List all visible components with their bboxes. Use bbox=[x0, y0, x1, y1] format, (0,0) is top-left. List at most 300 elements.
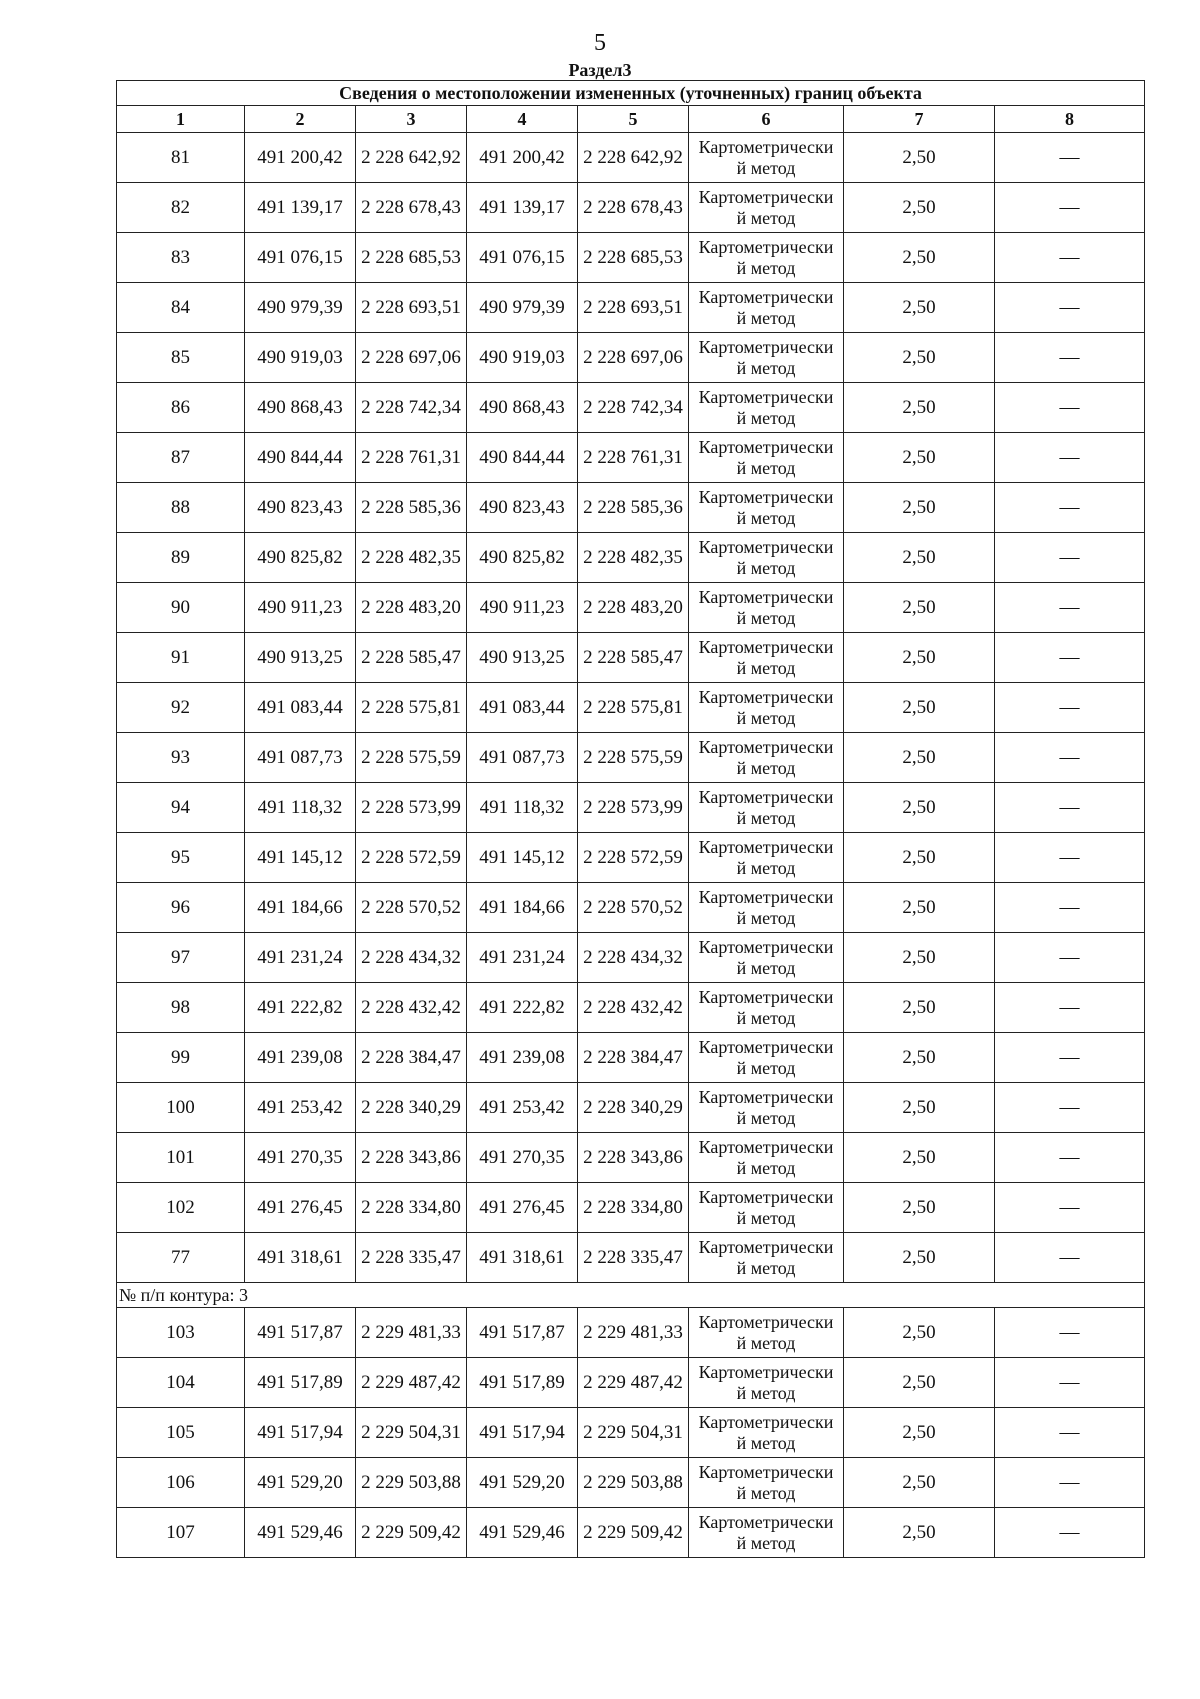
method-text-line2: й метод bbox=[736, 907, 796, 928]
method-text-line2: й метод bbox=[736, 457, 796, 478]
method-text-line1: Картометрически bbox=[698, 1411, 834, 1432]
description-cell: — bbox=[995, 1308, 1145, 1358]
x-new-cell: 491 076,15 bbox=[467, 233, 578, 283]
y-old-cell: 2 228 697,06 bbox=[356, 333, 467, 383]
table-row bbox=[117, 883, 1145, 933]
method-text-line1: Картометрически bbox=[698, 236, 834, 257]
page-number: 5 bbox=[594, 30, 606, 56]
precision-cell: 2,50 bbox=[844, 183, 995, 233]
y-old-cell: 2 228 678,43 bbox=[356, 183, 467, 233]
y-new-cell: 2 228 335,47 bbox=[578, 1233, 689, 1283]
method-text-line1: Картометрически bbox=[698, 636, 834, 657]
table-row bbox=[117, 1133, 1145, 1183]
method-cell bbox=[689, 1033, 844, 1083]
method-cell bbox=[689, 433, 844, 483]
x-new-cell: 491 517,87 bbox=[467, 1308, 578, 1358]
y-old-cell: 2 228 575,59 bbox=[356, 733, 467, 783]
method-text-line1: Картометрически bbox=[698, 1036, 834, 1057]
y-old-cell: 2 228 742,34 bbox=[356, 383, 467, 433]
method-cell bbox=[689, 1133, 844, 1183]
description-cell: — bbox=[995, 1358, 1145, 1408]
x-new-cell: 490 911,23 bbox=[467, 583, 578, 633]
x-new-cell: 491 087,73 bbox=[467, 733, 578, 783]
precision-cell: 2,50 bbox=[844, 1083, 995, 1133]
x-old-cell: 491 222,82 bbox=[245, 983, 356, 1033]
description-cell: — bbox=[995, 783, 1145, 833]
x-old-cell: 491 118,32 bbox=[245, 783, 356, 833]
precision-cell: 2,50 bbox=[844, 1308, 995, 1358]
point-number-cell: 92 bbox=[117, 683, 245, 733]
description-cell: — bbox=[995, 633, 1145, 683]
method-text-line2: й метод bbox=[736, 1107, 796, 1128]
table-row bbox=[117, 533, 1145, 583]
point-number-cell: 94 bbox=[117, 783, 245, 833]
y-new-cell: 2 228 573,99 bbox=[578, 783, 689, 833]
method-text-line2: й метод bbox=[736, 557, 796, 578]
method-text-line1: Картометрически bbox=[698, 686, 834, 707]
x-old-cell: 491 139,17 bbox=[245, 183, 356, 233]
section-title: Раздел3 bbox=[568, 60, 632, 80]
point-number-cell: 91 bbox=[117, 633, 245, 683]
x-new-cell: 491 517,94 bbox=[467, 1408, 578, 1458]
y-new-cell: 2 228 678,43 bbox=[578, 183, 689, 233]
x-old-cell: 491 076,15 bbox=[245, 233, 356, 283]
method-text-line1: Картометрически bbox=[698, 1511, 834, 1532]
x-new-cell: 491 517,89 bbox=[467, 1358, 578, 1408]
x-old-cell: 490 823,43 bbox=[245, 483, 356, 533]
description-cell: — bbox=[995, 183, 1145, 233]
method-text-line1: Картометрически bbox=[698, 1186, 834, 1207]
table-row bbox=[117, 433, 1145, 483]
x-new-cell: 490 823,43 bbox=[467, 483, 578, 533]
point-number-cell: 95 bbox=[117, 833, 245, 883]
table-row bbox=[117, 1508, 1145, 1558]
y-new-cell: 2 228 340,29 bbox=[578, 1083, 689, 1133]
coordinates-table bbox=[116, 80, 1145, 1558]
description-cell: — bbox=[995, 1233, 1145, 1283]
y-old-cell: 2 228 343,86 bbox=[356, 1133, 467, 1183]
table-row bbox=[117, 233, 1145, 283]
table-caption-row bbox=[117, 81, 1145, 106]
method-cell bbox=[689, 383, 844, 433]
table-row bbox=[117, 1183, 1145, 1233]
method-text-line1: Картометрически bbox=[698, 1236, 834, 1257]
x-old-cell: 490 868,43 bbox=[245, 383, 356, 433]
description-cell: — bbox=[995, 433, 1145, 483]
table-row bbox=[117, 1233, 1145, 1283]
description-cell: — bbox=[995, 1033, 1145, 1083]
y-old-cell: 2 229 487,42 bbox=[356, 1358, 467, 1408]
point-number-cell: 89 bbox=[117, 533, 245, 583]
y-new-cell: 2 228 343,86 bbox=[578, 1133, 689, 1183]
table-row bbox=[117, 183, 1145, 233]
method-text-line2: й метод bbox=[736, 157, 796, 178]
method-text-line1: Картометрически bbox=[698, 1311, 834, 1332]
method-cell bbox=[689, 1408, 844, 1458]
description-cell: — bbox=[995, 1083, 1145, 1133]
point-number-cell: 87 bbox=[117, 433, 245, 483]
y-new-cell: 2 228 585,47 bbox=[578, 633, 689, 683]
method-cell bbox=[689, 1308, 844, 1358]
method-text-line1: Картометрически bbox=[698, 186, 834, 207]
precision-cell: 2,50 bbox=[844, 683, 995, 733]
method-text-line1: Картометрически bbox=[698, 586, 834, 607]
x-old-cell: 491 200,42 bbox=[245, 133, 356, 183]
x-new-cell: 491 231,24 bbox=[467, 933, 578, 983]
precision-cell: 2,50 bbox=[844, 1408, 995, 1458]
description-cell: — bbox=[995, 1408, 1145, 1458]
method-text-line2: й метод bbox=[736, 507, 796, 528]
x-old-cell: 490 913,25 bbox=[245, 633, 356, 683]
y-new-cell: 2 228 585,36 bbox=[578, 483, 689, 533]
method-cell bbox=[689, 333, 844, 383]
precision-cell: 2,50 bbox=[844, 933, 995, 983]
method-text-line1: Картометрически bbox=[698, 536, 834, 557]
description-cell: — bbox=[995, 533, 1145, 583]
description-cell: — bbox=[995, 1458, 1145, 1508]
table-row bbox=[117, 583, 1145, 633]
method-text-line1: Картометрически bbox=[698, 1136, 834, 1157]
table-row bbox=[117, 933, 1145, 983]
x-old-cell: 491 270,35 bbox=[245, 1133, 356, 1183]
table-row bbox=[117, 283, 1145, 333]
method-text-line2: й метод bbox=[736, 207, 796, 228]
method-text-line1: Картометрически bbox=[698, 886, 834, 907]
method-text-line1: Картометрически bbox=[698, 1086, 834, 1107]
method-cell bbox=[689, 933, 844, 983]
x-new-cell: 491 200,42 bbox=[467, 133, 578, 183]
point-number-cell: 104 bbox=[117, 1358, 245, 1408]
description-cell: — bbox=[995, 233, 1145, 283]
y-old-cell: 2 229 503,88 bbox=[356, 1458, 467, 1508]
precision-cell: 2,50 bbox=[844, 1033, 995, 1083]
x-new-cell: 491 184,66 bbox=[467, 883, 578, 933]
precision-cell: 2,50 bbox=[844, 1133, 995, 1183]
precision-cell: 2,50 bbox=[844, 1233, 995, 1283]
y-new-cell: 2 228 742,34 bbox=[578, 383, 689, 433]
x-old-cell: 490 919,03 bbox=[245, 333, 356, 383]
x-new-cell: 491 529,20 bbox=[467, 1458, 578, 1508]
method-text-line1: Картометрически bbox=[698, 1361, 834, 1382]
method-cell bbox=[689, 783, 844, 833]
method-cell bbox=[689, 1083, 844, 1133]
y-old-cell: 2 228 335,47 bbox=[356, 1233, 467, 1283]
x-new-cell: 491 083,44 bbox=[467, 683, 578, 733]
x-old-cell: 490 911,23 bbox=[245, 583, 356, 633]
table-row bbox=[117, 333, 1145, 383]
point-number-cell: 102 bbox=[117, 1183, 245, 1233]
column-number: 5 bbox=[578, 106, 689, 133]
x-new-cell: 490 844,44 bbox=[467, 433, 578, 483]
description-cell: — bbox=[995, 1183, 1145, 1233]
method-cell bbox=[689, 483, 844, 533]
y-old-cell: 2 228 585,36 bbox=[356, 483, 467, 533]
point-number-cell: 101 bbox=[117, 1133, 245, 1183]
point-number-cell: 98 bbox=[117, 983, 245, 1033]
point-number-cell: 77 bbox=[117, 1233, 245, 1283]
method-text-line1: Картометрически bbox=[698, 336, 834, 357]
x-new-cell: 490 979,39 bbox=[467, 283, 578, 333]
description-cell: — bbox=[995, 1133, 1145, 1183]
column-number: 7 bbox=[844, 106, 995, 133]
table-caption: Сведения о местоположении измененных (уточненных) границ объекта bbox=[117, 81, 1145, 106]
table-row bbox=[117, 833, 1145, 883]
point-number-cell: 96 bbox=[117, 883, 245, 933]
y-new-cell: 2 228 434,32 bbox=[578, 933, 689, 983]
point-number-cell: 88 bbox=[117, 483, 245, 533]
y-new-cell: 2 228 432,42 bbox=[578, 983, 689, 1033]
precision-cell: 2,50 bbox=[844, 1183, 995, 1233]
x-old-cell: 491 184,66 bbox=[245, 883, 356, 933]
precision-cell: 2,50 bbox=[844, 383, 995, 433]
x-old-cell: 491 253,42 bbox=[245, 1083, 356, 1133]
point-number-cell: 85 bbox=[117, 333, 245, 383]
method-cell bbox=[689, 533, 844, 583]
method-text-line1: Картометрически bbox=[698, 1461, 834, 1482]
y-old-cell: 2 228 434,32 bbox=[356, 933, 467, 983]
y-old-cell: 2 229 481,33 bbox=[356, 1308, 467, 1358]
table-row bbox=[117, 733, 1145, 783]
table-row bbox=[117, 1458, 1145, 1508]
x-new-cell: 491 253,42 bbox=[467, 1083, 578, 1133]
point-number-cell: 99 bbox=[117, 1033, 245, 1083]
point-number-cell: 81 bbox=[117, 133, 245, 183]
y-old-cell: 2 228 340,29 bbox=[356, 1083, 467, 1133]
description-cell: — bbox=[995, 1508, 1145, 1558]
y-old-cell: 2 228 693,51 bbox=[356, 283, 467, 333]
method-text-line1: Картометрически bbox=[698, 836, 834, 857]
x-old-cell: 491 517,89 bbox=[245, 1358, 356, 1408]
y-new-cell: 2 228 483,20 bbox=[578, 583, 689, 633]
precision-cell: 2,50 bbox=[844, 1508, 995, 1558]
method-cell bbox=[689, 1358, 844, 1408]
table-row bbox=[117, 1308, 1145, 1358]
y-new-cell: 2 228 575,81 bbox=[578, 683, 689, 733]
method-text-line2: й метод bbox=[736, 1482, 796, 1503]
precision-cell: 2,50 bbox=[844, 233, 995, 283]
y-old-cell: 2 229 504,31 bbox=[356, 1408, 467, 1458]
x-old-cell: 490 844,44 bbox=[245, 433, 356, 483]
point-number-cell: 82 bbox=[117, 183, 245, 233]
x-new-cell: 491 139,17 bbox=[467, 183, 578, 233]
method-text-line2: й метод bbox=[736, 807, 796, 828]
point-number-cell: 106 bbox=[117, 1458, 245, 1508]
precision-cell: 2,50 bbox=[844, 1458, 995, 1508]
y-new-cell: 2 228 572,59 bbox=[578, 833, 689, 883]
point-number-cell: 105 bbox=[117, 1408, 245, 1458]
point-number-cell: 107 bbox=[117, 1508, 245, 1558]
description-cell: — bbox=[995, 133, 1145, 183]
description-cell: — bbox=[995, 933, 1145, 983]
method-text-line2: й метод bbox=[736, 857, 796, 878]
y-new-cell: 2 229 487,42 bbox=[578, 1358, 689, 1408]
y-new-cell: 2 228 570,52 bbox=[578, 883, 689, 933]
y-new-cell: 2 229 509,42 bbox=[578, 1508, 689, 1558]
y-new-cell: 2 228 693,51 bbox=[578, 283, 689, 333]
column-number: 6 bbox=[689, 106, 844, 133]
x-old-cell: 491 517,94 bbox=[245, 1408, 356, 1458]
table-row bbox=[117, 1033, 1145, 1083]
contour-label: № п/п контура: 3 bbox=[117, 1283, 1145, 1308]
x-old-cell: 491 231,24 bbox=[245, 933, 356, 983]
point-number-cell: 100 bbox=[117, 1083, 245, 1133]
precision-cell: 2,50 bbox=[844, 433, 995, 483]
method-text-line2: й метод bbox=[736, 1382, 796, 1403]
method-cell bbox=[689, 683, 844, 733]
y-new-cell: 2 228 761,31 bbox=[578, 433, 689, 483]
y-new-cell: 2 228 697,06 bbox=[578, 333, 689, 383]
method-cell bbox=[689, 583, 844, 633]
y-old-cell: 2 228 334,80 bbox=[356, 1183, 467, 1233]
x-old-cell: 491 083,44 bbox=[245, 683, 356, 733]
x-new-cell: 491 118,32 bbox=[467, 783, 578, 833]
method-text-line2: й метод bbox=[736, 1432, 796, 1453]
method-cell bbox=[689, 1458, 844, 1508]
table-row bbox=[117, 133, 1145, 183]
method-cell bbox=[689, 1508, 844, 1558]
x-new-cell: 491 145,12 bbox=[467, 833, 578, 883]
method-cell bbox=[689, 1183, 844, 1233]
method-text-line2: й метод bbox=[736, 1007, 796, 1028]
x-old-cell: 491 529,46 bbox=[245, 1508, 356, 1558]
method-text-line2: й метод bbox=[736, 607, 796, 628]
x-new-cell: 491 318,61 bbox=[467, 1233, 578, 1283]
method-cell bbox=[689, 1233, 844, 1283]
description-cell: — bbox=[995, 983, 1145, 1033]
point-number-cell: 103 bbox=[117, 1308, 245, 1358]
column-number: 8 bbox=[995, 106, 1145, 133]
description-cell: — bbox=[995, 333, 1145, 383]
x-old-cell: 491 145,12 bbox=[245, 833, 356, 883]
description-cell: — bbox=[995, 483, 1145, 533]
point-number-cell: 93 bbox=[117, 733, 245, 783]
x-old-cell: 491 276,45 bbox=[245, 1183, 356, 1233]
column-number: 2 bbox=[245, 106, 356, 133]
y-new-cell: 2 228 575,59 bbox=[578, 733, 689, 783]
y-new-cell: 2 229 503,88 bbox=[578, 1458, 689, 1508]
method-text-line1: Картометрически bbox=[698, 286, 834, 307]
column-numbers-row bbox=[117, 106, 1145, 133]
point-number-cell: 86 bbox=[117, 383, 245, 433]
y-new-cell: 2 228 384,47 bbox=[578, 1033, 689, 1083]
method-text-line1: Картометрически bbox=[698, 736, 834, 757]
method-cell bbox=[689, 233, 844, 283]
description-cell: — bbox=[995, 683, 1145, 733]
method-text-line2: й метод bbox=[736, 1207, 796, 1228]
method-cell bbox=[689, 283, 844, 333]
x-old-cell: 491 087,73 bbox=[245, 733, 356, 783]
x-new-cell: 490 913,25 bbox=[467, 633, 578, 683]
y-old-cell: 2 228 482,35 bbox=[356, 533, 467, 583]
y-new-cell: 2 228 685,53 bbox=[578, 233, 689, 283]
precision-cell: 2,50 bbox=[844, 583, 995, 633]
table-row bbox=[117, 683, 1145, 733]
x-old-cell: 491 529,20 bbox=[245, 1458, 356, 1508]
precision-cell: 2,50 bbox=[844, 133, 995, 183]
method-cell bbox=[689, 983, 844, 1033]
point-number-cell: 83 bbox=[117, 233, 245, 283]
precision-cell: 2,50 bbox=[844, 533, 995, 583]
y-old-cell: 2 228 572,59 bbox=[356, 833, 467, 883]
table-row bbox=[117, 383, 1145, 433]
column-number: 3 bbox=[356, 106, 467, 133]
method-cell bbox=[689, 733, 844, 783]
precision-cell: 2,50 bbox=[844, 833, 995, 883]
x-new-cell: 491 222,82 bbox=[467, 983, 578, 1033]
method-text-line2: й метод bbox=[736, 1532, 796, 1553]
method-text-line2: й метод bbox=[736, 1257, 796, 1278]
table-row bbox=[117, 983, 1145, 1033]
y-old-cell: 2 228 642,92 bbox=[356, 133, 467, 183]
x-old-cell: 491 239,08 bbox=[245, 1033, 356, 1083]
description-cell: — bbox=[995, 283, 1145, 333]
y-old-cell: 2 228 432,42 bbox=[356, 983, 467, 1033]
precision-cell: 2,50 bbox=[844, 1358, 995, 1408]
description-cell: — bbox=[995, 833, 1145, 883]
precision-cell: 2,50 bbox=[844, 633, 995, 683]
y-new-cell: 2 229 481,33 bbox=[578, 1308, 689, 1358]
method-text-line1: Картометрически bbox=[698, 136, 834, 157]
precision-cell: 2,50 bbox=[844, 783, 995, 833]
column-number: 4 bbox=[467, 106, 578, 133]
method-text-line2: й метод bbox=[736, 357, 796, 378]
x-old-cell: 490 825,82 bbox=[245, 533, 356, 583]
point-number-cell: 97 bbox=[117, 933, 245, 983]
table-row bbox=[117, 783, 1145, 833]
y-new-cell: 2 228 334,80 bbox=[578, 1183, 689, 1233]
method-text-line2: й метод bbox=[736, 307, 796, 328]
description-cell: — bbox=[995, 383, 1145, 433]
method-text-line2: й метод bbox=[736, 1057, 796, 1078]
table-row bbox=[117, 633, 1145, 683]
description-cell: — bbox=[995, 883, 1145, 933]
y-new-cell: 2 229 504,31 bbox=[578, 1408, 689, 1458]
method-text-line2: й метод bbox=[736, 1332, 796, 1353]
x-old-cell: 491 318,61 bbox=[245, 1233, 356, 1283]
table-row bbox=[117, 1408, 1145, 1458]
x-new-cell: 491 276,45 bbox=[467, 1183, 578, 1233]
method-cell bbox=[689, 133, 844, 183]
table-row bbox=[117, 1083, 1145, 1133]
y-old-cell: 2 229 509,42 bbox=[356, 1508, 467, 1558]
table-body bbox=[117, 133, 1145, 1558]
method-text-line2: й метод bbox=[736, 1157, 796, 1178]
x-new-cell: 490 868,43 bbox=[467, 383, 578, 433]
method-text-line1: Картометрически bbox=[698, 486, 834, 507]
x-new-cell: 490 919,03 bbox=[467, 333, 578, 383]
method-cell bbox=[689, 883, 844, 933]
description-cell: — bbox=[995, 583, 1145, 633]
y-old-cell: 2 228 685,53 bbox=[356, 233, 467, 283]
x-new-cell: 491 529,46 bbox=[467, 1508, 578, 1558]
y-old-cell: 2 228 384,47 bbox=[356, 1033, 467, 1083]
precision-cell: 2,50 bbox=[844, 733, 995, 783]
y-new-cell: 2 228 642,92 bbox=[578, 133, 689, 183]
x-new-cell: 491 270,35 bbox=[467, 1133, 578, 1183]
method-text-line1: Картометрически bbox=[698, 386, 834, 407]
description-cell: — bbox=[995, 733, 1145, 783]
method-cell bbox=[689, 833, 844, 883]
x-new-cell: 490 825,82 bbox=[467, 533, 578, 583]
y-old-cell: 2 228 575,81 bbox=[356, 683, 467, 733]
method-text-line2: й метод bbox=[736, 407, 796, 428]
method-text-line2: й метод bbox=[736, 957, 796, 978]
y-old-cell: 2 228 570,52 bbox=[356, 883, 467, 933]
method-text-line1: Картометрически bbox=[698, 436, 834, 457]
x-new-cell: 491 239,08 bbox=[467, 1033, 578, 1083]
y-old-cell: 2 228 585,47 bbox=[356, 633, 467, 683]
y-old-cell: 2 228 761,31 bbox=[356, 433, 467, 483]
